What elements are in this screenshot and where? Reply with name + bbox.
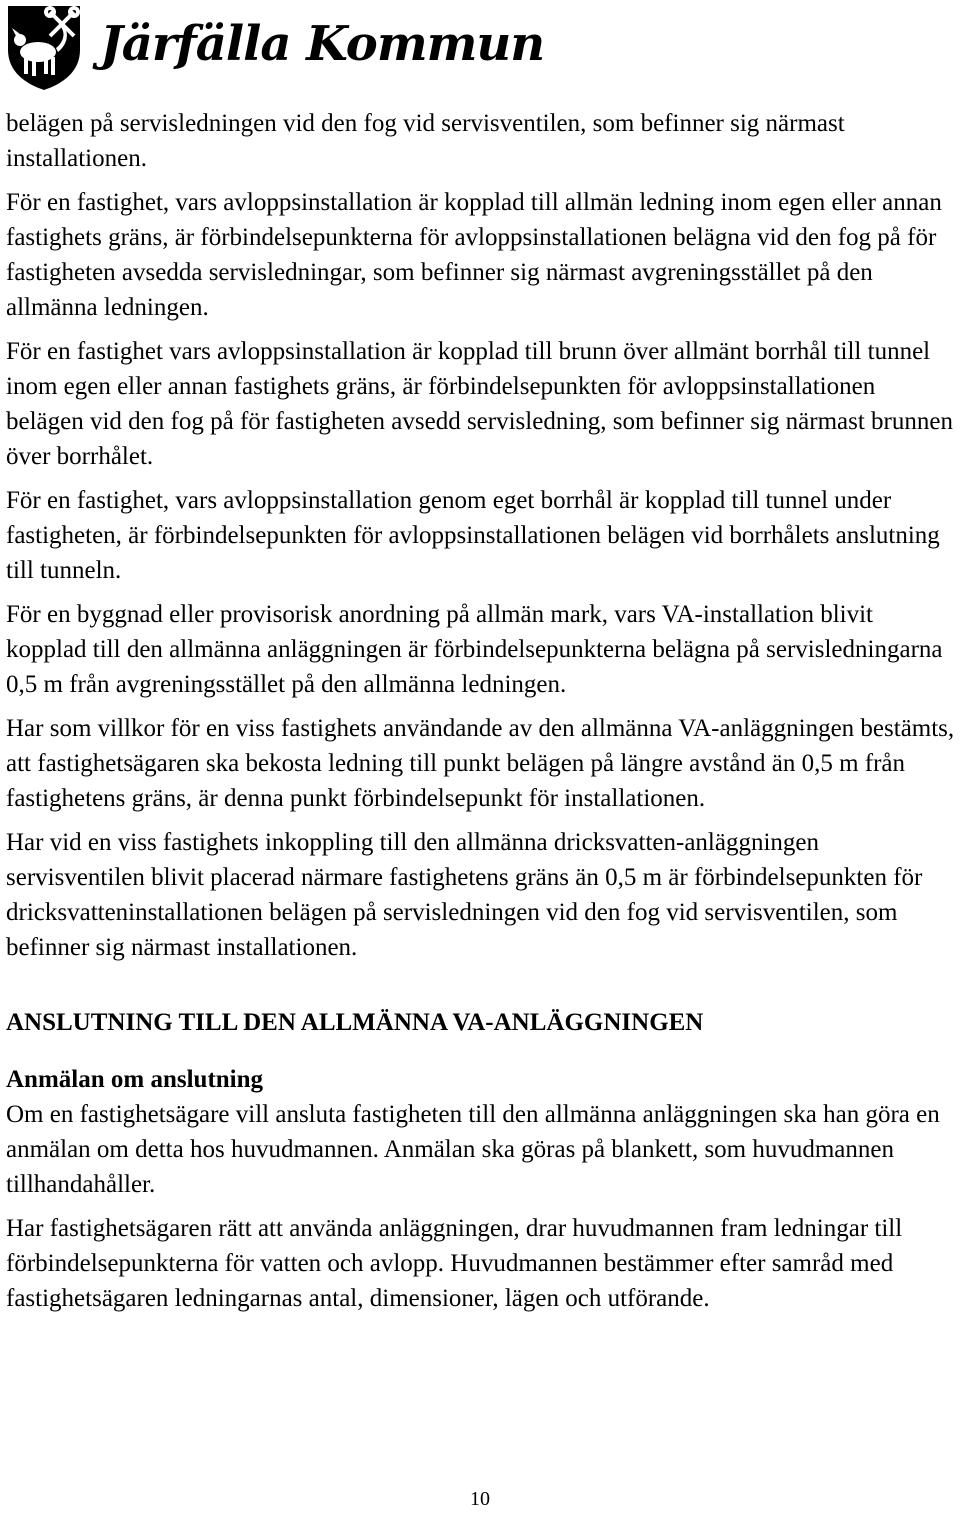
document-body — [6, 106, 956, 1325]
paragraph: För en fastighet, vars avloppsinstallation är kopplad till allmän ledning inom egen eller annan fastighets gräns, är förbindelsepunkterna för avloppsinstallationen belägna vid den fog på för fastigheten avsedda servisledningar, som befinner sig närmast avgreningsstället på den allmänna ledningen. — [6, 189, 942, 321]
municipality-logo-text: Järfälla Kommun — [100, 16, 545, 72]
paragraph: Har fastighetsägaren rätt att använda anläggningen, drar huvudmannen fram ledningar till förbindelsepunkterna för vatten och avlopp. Huvudmannen bestämmer efter samråd med fastighetsägaren ledningarnas antal, dimensioner, lägen och utförande. — [6, 1215, 903, 1312]
page-number: 10 — [470, 1488, 490, 1510]
paragraph: belägen på servisledningen vid den fog vid servisventilen, som befinner sig närmast installationen. — [6, 110, 845, 172]
subsection-heading: Anmälan om anslutning — [6, 1066, 264, 1093]
page-header — [0, 0, 960, 96]
paragraph: Har vid en viss fastighets inkoppling till den allmänna dricksvatten-anläggningen servisventilen blivit placerad närmare fastighetens gräns än 0,5 m är förbindelsepunkten för dricksvatteninstallationen belägen på servisledningen vid den fog vid servisventilen, som befinner sig närmast installationen. — [6, 829, 923, 961]
paragraph: Har som villkor för en viss fastighets användande av den allmänna VA-anläggningen bestämts, att fastighetsägaren ska bekosta ledning till punkt belägen på längre avstånd än 0,5 m från fastighetens gräns, är denna punkt förbindelsepunkt för installationen. — [6, 715, 955, 812]
section-heading: ANSLUTNING TILL DEN ALLMÄNNA VA-ANLÄGGNINGEN — [6, 1009, 704, 1036]
paragraph: För en byggnad eller provisorisk anordning på allmän mark, vars VA-installation blivit kopplad till den allmänna anläggningen är förbindelsepunkterna belägna på servisledningarna 0,5 m från avgreningsstället på den allmänna ledningen. — [6, 601, 943, 698]
coat-of-arms-icon — [4, 2, 84, 92]
paragraph: Om en fastighetsägare vill ansluta fastigheten till den allmänna anläggningen ska han göra en anmälan om detta hos huvudmannen. Anmälan ska göras på blankett, som huvudmannen tillhandahåller. — [6, 1101, 940, 1198]
paragraph: För en fastighet, vars avloppsinstallation genom eget borrhål är kopplad till tunnel under fastigheten, är förbindelsepunkten för avloppsinstallationen belägen vid borrhålets anslutning till tunneln. — [6, 487, 940, 584]
paragraph: För en fastighet vars avloppsinstallation är kopplad till brunn över allmänt borrhål till tunnel inom egen eller annan fastighets gräns, är förbindelsepunkten för avloppsinstallationen belägen vid den fog på för fastigheten avsedd servisledning, som befinner sig närmast brunnen över borrhålet. — [6, 338, 953, 470]
